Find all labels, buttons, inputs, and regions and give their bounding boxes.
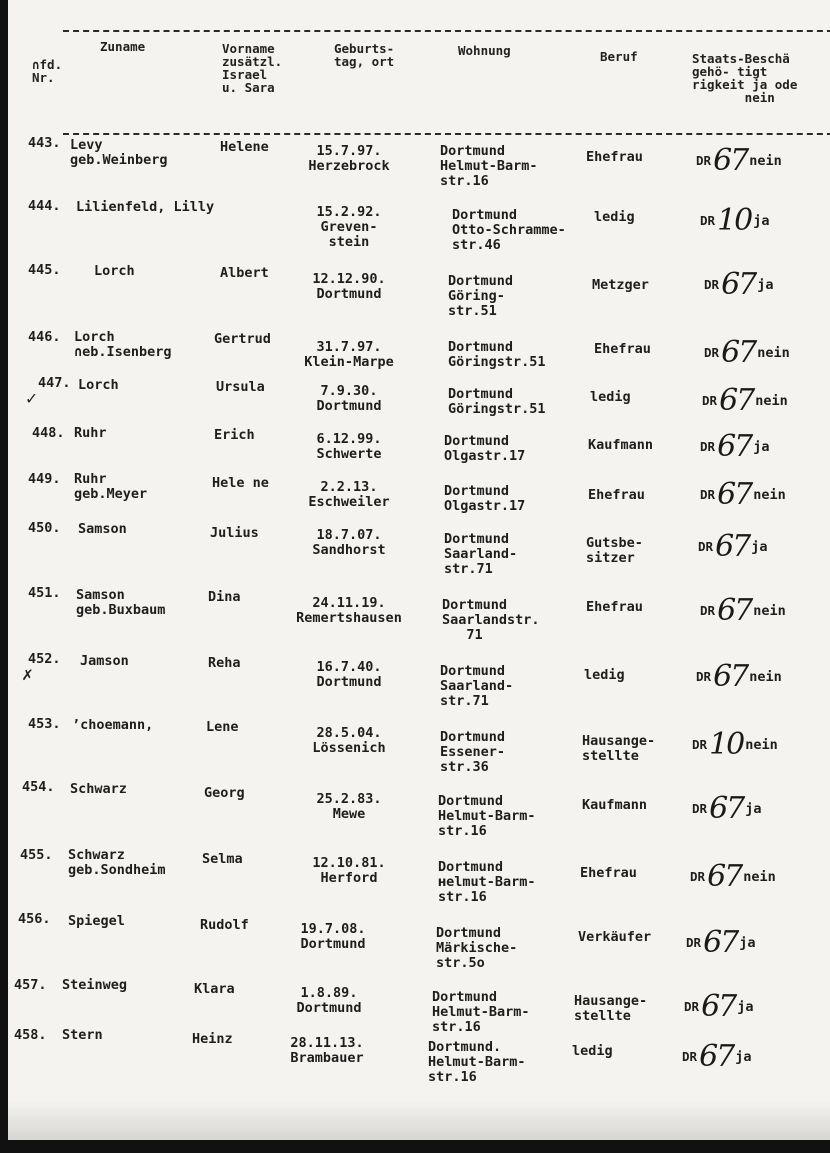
handwritten-code: 67 — [703, 925, 738, 960]
row-occupation: ledig — [584, 667, 625, 683]
employed-flag: nein — [743, 869, 776, 885]
citizenship-dr: DR — [700, 213, 716, 228]
row-number: 443. — [28, 135, 61, 151]
citizenship-dr: DR — [684, 999, 700, 1014]
row-surname: Schwarz — [70, 781, 127, 797]
row-citizenship — [690, 859, 776, 894]
header-wohnung: Wohnung — [458, 43, 511, 58]
citizenship-dr: DR — [698, 539, 714, 554]
row-number: 448. — [32, 425, 65, 441]
handwritten-code: 67 — [701, 989, 736, 1024]
row-number: 453. — [28, 716, 61, 732]
citizenship-dr: DR — [704, 277, 720, 292]
row-number: 458. — [14, 1027, 47, 1043]
row-citizenship — [700, 593, 786, 628]
row-address: Dortmund Helmut-Barm- str.16 — [438, 793, 536, 839]
handwritten-code: 67 — [717, 477, 752, 512]
row-surname: Levy geb.Weinberg — [70, 137, 168, 168]
header-geburt: Geburts- tag, ort — [334, 41, 395, 69]
row-number: 445. — [28, 262, 61, 278]
handwritten-code: 67 — [707, 859, 742, 894]
row-surname: Samson geb.Buxbaum — [76, 587, 166, 618]
row-address: Dortmund Otto-Schramme- str.46 — [452, 207, 566, 253]
row-firstname: Klara — [194, 981, 235, 997]
row-number: 454. — [22, 779, 55, 795]
row-number: 457. — [14, 977, 47, 993]
row-citizenship — [684, 989, 754, 1024]
row-birth: 19.7.08. Dortmund — [300, 921, 366, 952]
row-birth: 1.8.89. Dortmund — [296, 985, 362, 1016]
row-firstname: Erich — [214, 427, 255, 443]
row-citizenship — [702, 383, 788, 418]
row-birth: 25.2.83. Mewe — [316, 791, 382, 822]
check-mark-icon: ✓ — [26, 388, 37, 409]
row-address: Dortmund Saarland- str.71 — [440, 663, 514, 709]
row-birth: 24.11.19. Remertshausen — [296, 595, 402, 626]
row-address: Dortmund Olgastr.17 — [444, 483, 526, 514]
row-number: 446. — [28, 329, 61, 345]
cross-mark-icon: ✗ — [22, 664, 33, 685]
employed-flag: nein — [757, 345, 790, 361]
handwritten-code: 67 — [715, 529, 750, 564]
employed-flag: nein — [745, 737, 778, 753]
row-surname: Lorch — [94, 263, 135, 279]
citizenship-dr: DR — [704, 345, 720, 360]
row-firstname: Georg — [204, 785, 245, 801]
row-firstname: Helene — [220, 139, 269, 155]
row-number: 447. — [38, 375, 71, 391]
header-vorname: Vorname zusätzl. Israel u. Sara — [222, 41, 283, 95]
header-lfd-nr: ∩fd. Nr. — [32, 57, 63, 85]
row-citizenship — [686, 925, 756, 960]
handwritten-code: 67 — [709, 791, 744, 826]
row-birth: 16.7.40. Dortmund — [316, 659, 382, 690]
employed-flag: ja — [737, 999, 754, 1015]
row-surname: Samson — [78, 521, 127, 537]
citizenship-dr: DR — [696, 669, 712, 684]
citizenship-dr: DR — [696, 153, 712, 168]
row-firstname: Hele ne — [212, 475, 269, 491]
handwritten-code: 67 — [717, 429, 752, 464]
row-birth: 2.2.13. Eschweiler — [308, 479, 390, 510]
row-occupation: Ehefrau — [594, 341, 651, 357]
employed-flag: nein — [749, 669, 782, 685]
row-occupation: ledig — [594, 209, 635, 225]
row-surname: Schwarz geb.Sondheim — [68, 847, 166, 878]
row-occupation: Verkäufer — [578, 929, 652, 945]
citizenship-dr: DR — [686, 935, 702, 950]
handwritten-code: 67 — [719, 383, 754, 418]
row-citizenship — [696, 143, 782, 178]
row-firstname: Reha — [208, 655, 241, 671]
row-number: 450. — [28, 520, 61, 536]
row-occupation: Hausange- stellte — [582, 733, 656, 764]
employed-flag: ja — [753, 439, 770, 455]
handwritten-code: 67 — [721, 267, 756, 302]
row-address: Dortmund Helmut-Barm- str.16 — [432, 989, 530, 1035]
row-citizenship — [700, 203, 770, 238]
row-occupation: ledig — [590, 389, 631, 405]
row-citizenship — [682, 1039, 752, 1074]
row-number: 452. — [28, 651, 61, 667]
header-staat: Staats-Beschä gehö- tigt rigkeit ja ode nein — [692, 51, 798, 105]
row-surname: Lilienfeld, Lilly — [76, 199, 215, 215]
employed-flag: ja — [735, 1049, 752, 1065]
employed-flag: nein — [755, 393, 788, 409]
handwritten-code: 67 — [717, 593, 752, 628]
citizenship-dr: DR — [700, 487, 716, 502]
employed-flag: ja — [751, 539, 768, 555]
document-page — [8, 0, 830, 1140]
citizenship-dr: DR — [702, 393, 718, 408]
row-surname: Lorch ∩eb.Isenberg — [74, 329, 172, 360]
citizenship-dr: DR — [692, 737, 708, 752]
row-address: Dortmund Göringstr.51 — [448, 386, 546, 417]
row-firstname: Albert — [220, 265, 269, 281]
row-surname: Ruhr geb.Meyer — [74, 471, 148, 502]
row-firstname: Julius — [210, 525, 259, 541]
header-zuname: Zuname — [100, 39, 146, 54]
row-citizenship — [692, 727, 778, 762]
row-address: Dortmund Olgastr.17 — [444, 433, 526, 464]
row-number: 456. — [18, 911, 51, 927]
handwritten-code: 67 — [699, 1039, 734, 1074]
row-occupation: Hausange- stellte — [574, 993, 648, 1024]
row-surname: Stern — [62, 1027, 103, 1043]
row-citizenship — [700, 429, 770, 464]
handwritten-code: 10 — [717, 203, 752, 238]
row-surname: Jamson — [80, 653, 129, 669]
row-occupation: Kaufmann — [588, 437, 654, 453]
row-citizenship — [704, 267, 774, 302]
row-firstname: Rudolf — [200, 917, 249, 933]
row-firstname: Ursula — [216, 379, 265, 395]
handwritten-code: 10 — [709, 727, 744, 762]
page-edge-shadow — [8, 1100, 830, 1140]
row-citizenship — [696, 659, 782, 694]
row-birth: 15.2.92. Greven- stein — [316, 204, 382, 250]
row-birth: 28.5.04. Lössenich — [312, 725, 386, 756]
handwritten-code: 67 — [713, 659, 748, 694]
row-citizenship — [692, 791, 762, 826]
row-firstname: Lene — [206, 719, 239, 735]
citizenship-dr: DR — [682, 1049, 698, 1064]
row-address: Dortmund Göringstr.51 — [448, 339, 546, 370]
row-occupation: Ehefrau — [586, 149, 643, 165]
employed-flag: nein — [753, 603, 786, 619]
row-address: Dortmund Märkische- str.5o — [436, 925, 518, 971]
row-firstname: Heinz — [192, 1031, 233, 1047]
row-occupation: Gutsbe- sitzer — [586, 535, 643, 566]
row-surname: ’choemann, — [72, 717, 154, 733]
row-citizenship — [704, 335, 790, 370]
employed-flag: ja — [745, 801, 762, 817]
row-birth: 6.12.99. Schwerte — [316, 431, 382, 462]
employed-flag: ja — [753, 213, 770, 229]
row-surname: Ruhr — [74, 425, 107, 441]
header-rule — [63, 133, 830, 135]
row-address: Dortmund Saarland- str.71 — [444, 531, 518, 577]
employed-flag: ja — [757, 277, 774, 293]
row-birth: 18.7.07. Sandhorst — [312, 527, 386, 558]
employed-flag: nein — [753, 487, 786, 503]
row-birth: 31.7.97. Klein-Marpe — [304, 339, 394, 370]
row-firstname: Gertrud — [214, 331, 271, 347]
row-address: Dortmund ʜelmut-Barm- str.16 — [438, 859, 536, 905]
handwritten-code: 67 — [721, 335, 756, 370]
row-citizenship — [698, 529, 768, 564]
row-birth: 12.12.90. Dortmund — [312, 271, 386, 302]
row-address: Dortmund Helmut-Barm- str.16 — [440, 143, 538, 189]
citizenship-dr: DR — [692, 801, 708, 816]
row-firstname: Selma — [202, 851, 243, 867]
row-address: Dortmund Göring- str.51 — [448, 273, 514, 319]
citizenship-dr: DR — [700, 439, 716, 454]
row-address: Dortmund Essener- str.36 — [440, 729, 506, 775]
row-birth: 15.7.97. Herzebrock — [308, 143, 390, 174]
handwritten-code: 67 — [713, 143, 748, 178]
row-number: 455. — [20, 847, 53, 863]
row-occupation: Metzger — [592, 277, 649, 293]
row-address: Dortmund. Helmut-Barm- str.16 — [428, 1039, 526, 1085]
row-occupation: ledig — [572, 1043, 613, 1059]
row-birth: 7.9.30. Dortmund — [316, 383, 382, 414]
top-rule — [63, 30, 830, 32]
row-address: Dortmund Saarlandstr. 71 — [442, 597, 540, 643]
row-surname: Steinweg — [62, 977, 128, 993]
row-birth: 28.11.13. Brambauer — [290, 1035, 364, 1066]
row-occupation: Kaufmann — [582, 797, 648, 813]
row-occupation: Ehefrau — [586, 599, 643, 615]
row-number: 444. — [28, 198, 61, 214]
row-occupation: Ehefrau — [588, 487, 645, 503]
row-surname: Spiegel — [68, 913, 125, 929]
header-beruf: Beruf — [600, 49, 638, 64]
row-surname: Lorch — [78, 377, 119, 393]
employed-flag: ja — [739, 935, 756, 951]
row-citizenship — [700, 477, 786, 512]
row-firstname: Dina — [208, 589, 241, 605]
employed-flag: nein — [749, 153, 782, 169]
row-number: 451. — [28, 585, 61, 601]
row-number: 449. — [28, 471, 61, 487]
row-occupation: Ehefrau — [580, 865, 637, 881]
citizenship-dr: DR — [700, 603, 716, 618]
row-birth: 12.10.81. Herford — [312, 855, 386, 886]
citizenship-dr: DR — [690, 869, 706, 884]
